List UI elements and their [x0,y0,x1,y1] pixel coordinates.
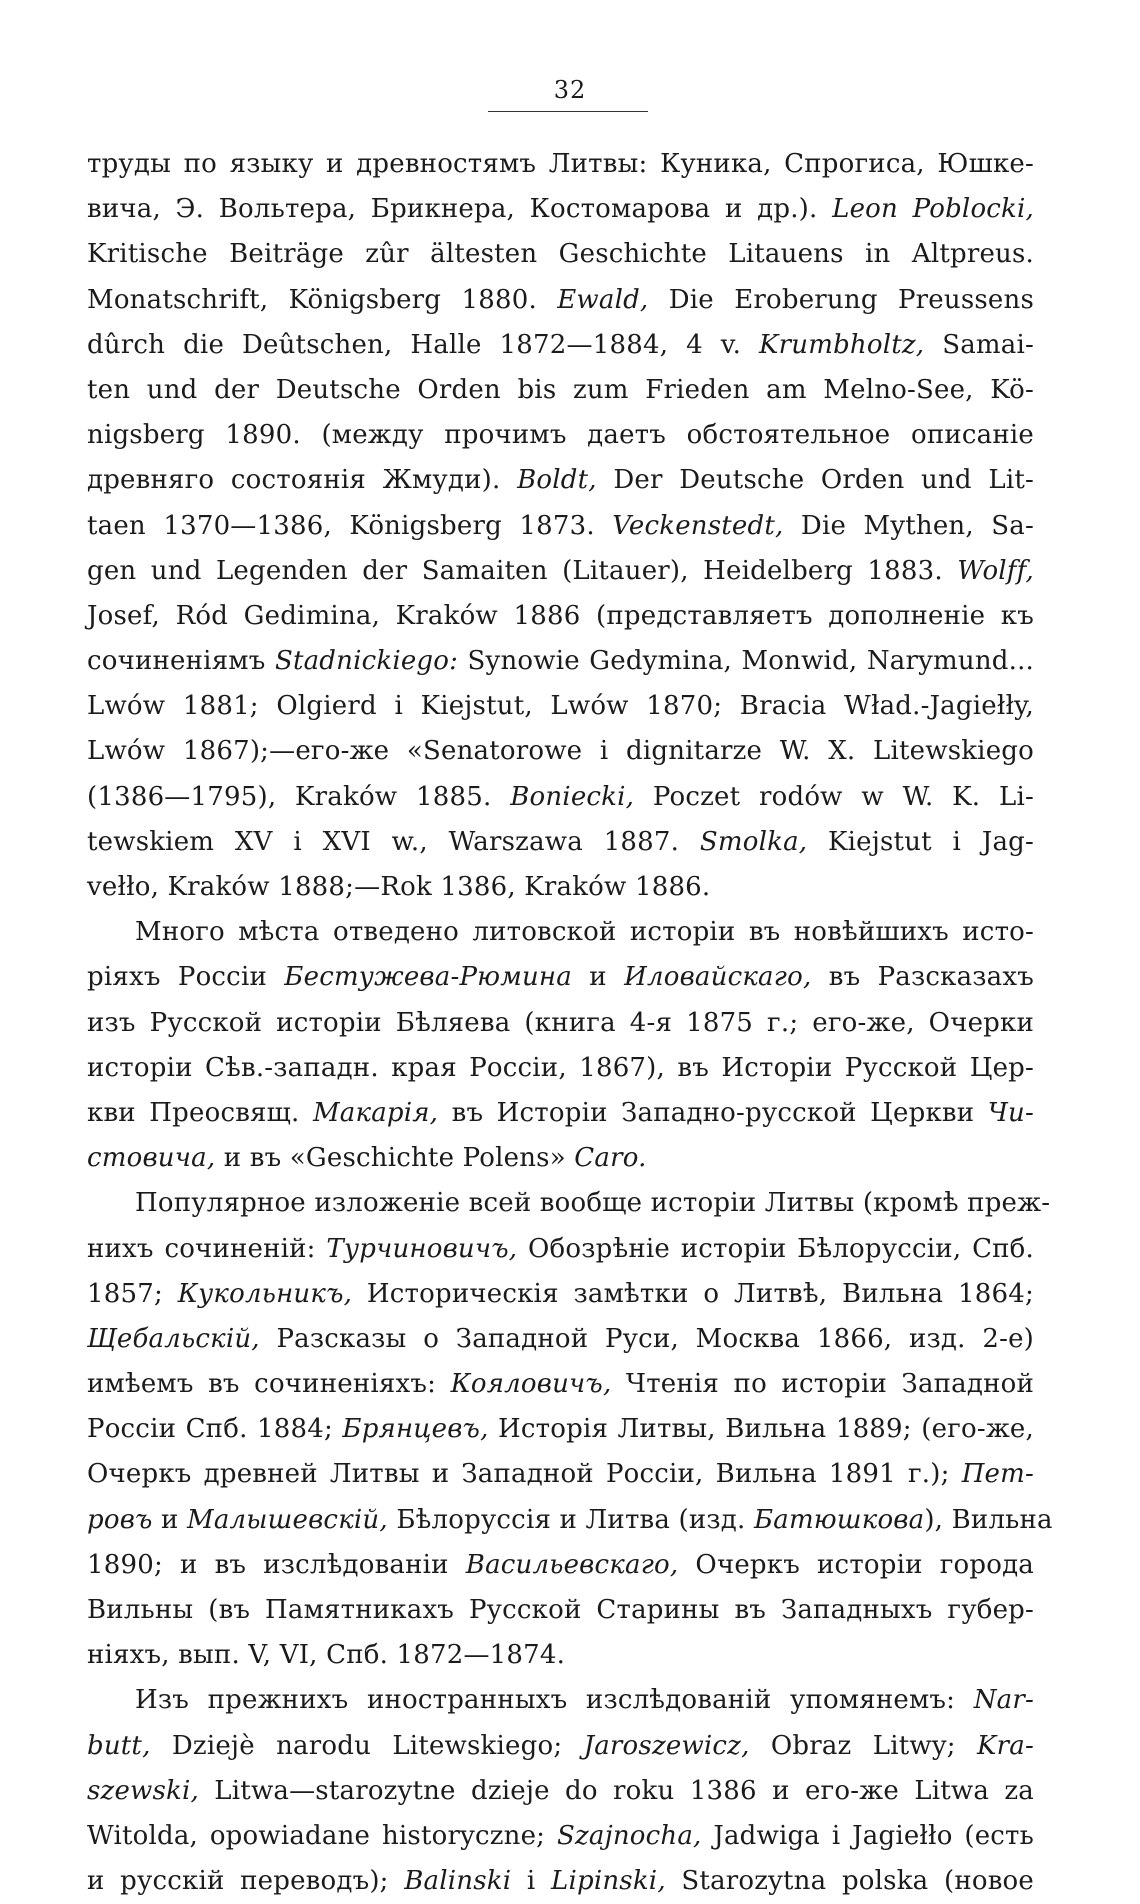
text-line [87,865,1034,910]
italic-reference: стовича, [87,1143,216,1174]
text-line [87,142,1034,187]
text-segment: Разсказы о Западной Руси, Москва 1866, изд. 2-е) [259,1323,1034,1354]
italic-reference: Stadnickiego: [274,646,459,677]
text-segment: Poczet rodów w W. K. Li- [634,781,1034,812]
text-segment: tewskiem XV i XVI w., Warszawa 1887. [87,826,700,857]
text-segment: Очеркъ исторіи города [678,1549,1034,1580]
text-line [87,1272,1034,1317]
text-segment: Litwa—starozytne dzieje do roku 1386 и его-же Litwa za [198,1775,1034,1806]
page-number: 32 [553,76,587,104]
text-line [87,910,1034,955]
italic-reference: Lipinski, [551,1866,666,1897]
text-segment: 1890; и въ изслѣдованіи [87,1549,466,1580]
text-line [87,1091,1034,1136]
text-segment: nigsberg 1890. (между прочимъ даетъ обстоятельное описаніе [87,420,1034,451]
text-line [87,1769,1034,1814]
text-segment: Kiejstut i Jag- [807,826,1034,857]
body-text [87,142,1053,1904]
text-line [87,368,1034,413]
italic-reference: Wolff, [957,555,1034,586]
text-line [87,1227,1034,1272]
text-segment: и [571,962,625,993]
text-segment: изъ Русской исторіи Бѣляева (книга 4-я 1875 г.; его-же, Очерки [87,1007,1034,1038]
text-segment: Россіи Спб. 1884; [87,1414,343,1445]
text-segment: нихъ сочиненій: [87,1233,327,1264]
italic-reference: butt, [87,1730,151,1761]
header-rule [488,111,648,112]
text-segment: taen 1370—1386, Königsberg 1873. [87,510,613,541]
text-segment: Dziejè narodu Litewskiego; [150,1730,584,1761]
text-segment: и [152,1504,188,1535]
text-line [87,1814,1034,1859]
italic-reference: Турчиновичъ, [326,1233,518,1264]
text-segment: dûrch die Deûtschen, Halle 1872—1884, 4 v. [87,329,760,360]
text-segment: Der Deutsche Orden und Lit- [596,465,1034,496]
italic-reference: Szajnocha, [556,1820,702,1851]
text-line [87,1724,1034,1769]
italic-reference: ровъ [87,1504,153,1535]
text-line [87,549,1034,594]
text-line [87,1678,1034,1723]
text-segment: вича, Э. Вольтера, Брикнера, Костомарова и др.). [87,194,833,225]
text-segment: Jadwiga i Jagiełło (есть [701,1820,1034,1851]
text-line [87,775,1034,820]
italic-reference: Чи- [987,1097,1034,1128]
italic-reference: Щебальскій, [87,1323,260,1354]
italic-reference: Бестужева-Рюмина [284,962,572,993]
italic-reference: Smolka, [699,826,808,857]
text-segment: Die Eroberung Preussens [648,284,1034,315]
italic-reference: szewski, [87,1775,199,1806]
text-line [87,594,1034,639]
text-line [87,1317,1034,1362]
text-segment: въ Разсказахъ [811,962,1034,993]
text-segment: Чтенія по исторіи Западной [611,1369,1035,1400]
text-line [87,1633,1034,1678]
text-line [87,187,1034,232]
italic-reference: Кукольникъ, [177,1278,353,1309]
italic-reference: Balinski [404,1866,512,1897]
italic-reference: Макарія, [312,1097,439,1128]
text-line [87,820,1034,865]
text-segment: исторіи Сѣв.-западн. края Россіи, 1867), въ Исторіи Русской Цер- [87,1052,1034,1083]
text-line [87,413,1034,458]
text-segment: труды по языку и древностямъ Литвы: Куника, Спрогиса, Юшке- [87,149,1034,179]
text-line [87,1046,1034,1091]
text-segment: Lwów 1881; Olgierd i Kiejstut, Lwów 1870; Bracia Wład.-Jagiełły, [87,691,1034,722]
text-segment: ріяхъ Россіи [87,962,285,993]
text-segment: gen und Legenden der Samaiten (Litauer), Heidelberg 1883. [87,555,958,586]
italic-reference: Васильевскаго, [465,1549,679,1580]
text-segment: Synowie Gedymina, Monwid, Narymund... [458,646,1034,677]
text-segment: и въ «Geschichte Polens» [215,1143,575,1174]
italic-reference: Кояловичъ, [450,1369,612,1400]
text-segment: Бѣлоруссія и Литва (изд. [387,1504,754,1535]
text-line [87,684,1034,729]
italic-reference: Boniecki, [510,781,635,812]
text-line [87,955,1034,1000]
text-segment: кви Преосвящ. [87,1097,313,1128]
text-line [87,1136,1034,1181]
text-segment: въ Исторіи Западно-русской Церкви [438,1097,988,1128]
text-line [87,1498,1053,1543]
text-segment: Популярное изложеніе всей вообще исторіи Литвы (кромѣ преж- [135,1188,1051,1219]
italic-reference: Krumbholtz, [759,329,925,360]
text-segment: Вильны (въ Памятникахъ Русской Старины въ Западныхъ губер- [87,1595,1034,1625]
text-segment: и русскій переводъ); [87,1866,405,1897]
italic-reference: Leon Poblocki, [832,194,1034,225]
text-line [87,1362,1034,1407]
italic-reference: Брянцевъ, [342,1414,489,1445]
text-segment: Witolda, opowiadane historyczne; [87,1820,557,1851]
italic-reference: Boldt, [517,465,597,496]
text-line [87,232,1034,277]
text-segment: Историческія замѣтки о Литвѣ, Вильна 1864; [352,1278,1034,1309]
text-segment: Die Mythen, Sa- [783,510,1034,541]
text-segment: имѣемъ въ сочиненіяхъ: [87,1369,451,1400]
italic-reference: Nar- [973,1685,1034,1716]
text-line [87,1588,1034,1633]
text-segment: Samai- [924,329,1034,360]
text-segment: Kritische Beiträge zûr ältesten Geschichte Litauens in Altpreus. [87,239,1034,270]
italic-reference: Caro. [574,1143,647,1174]
text-segment: 1857; [87,1278,178,1309]
italic-reference: Ewald, [557,284,649,315]
text-segment: древняго состоянія Жмуди). [87,465,518,496]
text-line [87,1181,1051,1226]
text-segment: ніяхъ, вып. V, VI, Спб. 1872—1874. [87,1640,566,1671]
text-segment: Обозрѣніе исторіи Бѣлоруссіи, Спб. [517,1233,1035,1264]
italic-reference: Малышевскій, [187,1504,388,1535]
text-segment: сочиненіямъ [87,646,275,677]
text-segment: Obraz Litwy; [749,1730,978,1761]
text-line [87,1452,1034,1497]
italic-reference: Kra- [977,1730,1034,1761]
text-segment: Много мѣста отведено литовской исторіи въ новѣйшихъ исто- [135,917,1034,948]
text-segment: Monatschrift, Königsberg 1880. [87,284,558,315]
text-segment: i [511,1866,552,1897]
text-segment: vełło, Kraków 1888;—Rok 1386, Kraków 1886. [87,872,711,902]
text-line [87,323,1034,368]
italic-reference: Пет- [961,1459,1034,1490]
italic-reference: Батюшкова [753,1504,925,1535]
text-segment: Lwów 1867);—его-же «Senatorowe i dignitarze W. X. Litewskiego [87,736,1034,767]
text-segment: Изъ прежнихъ иностранныхъ изслѣдованій упомянемъ: [135,1685,974,1716]
text-segment: ten und der Deutsche Orden bis zum Frieden am Melno-See, Kö- [87,374,1034,405]
text-segment: (1386—1795), Kraków 1885. [87,781,511,812]
text-segment: Josef, Ród Gedimina, Kraków 1886 (представляетъ дополненіе къ [87,600,1034,631]
text-line [87,458,1034,503]
italic-reference: Jaroszewicz, [583,1730,750,1761]
italic-reference: Veckenstedt, [612,510,784,541]
text-line [87,1859,1034,1904]
text-line [87,504,1034,549]
text-line [87,1543,1034,1588]
text-line [87,278,1034,323]
text-segment: Starozytna polska (новое [665,1866,1034,1897]
text-line [87,729,1034,774]
text-line [87,1407,1034,1452]
text-line [87,639,1034,684]
text-segment: Очеркъ древней Литвы и Западной Россіи, Вильна 1891 г.); [87,1459,962,1490]
text-segment: Исторія Литвы, Вильна 1889; (его-же, [488,1414,1034,1445]
italic-reference: Иловайскаго, [624,962,812,993]
text-line [87,1001,1034,1046]
text-segment: ), Вильна [924,1504,1053,1535]
